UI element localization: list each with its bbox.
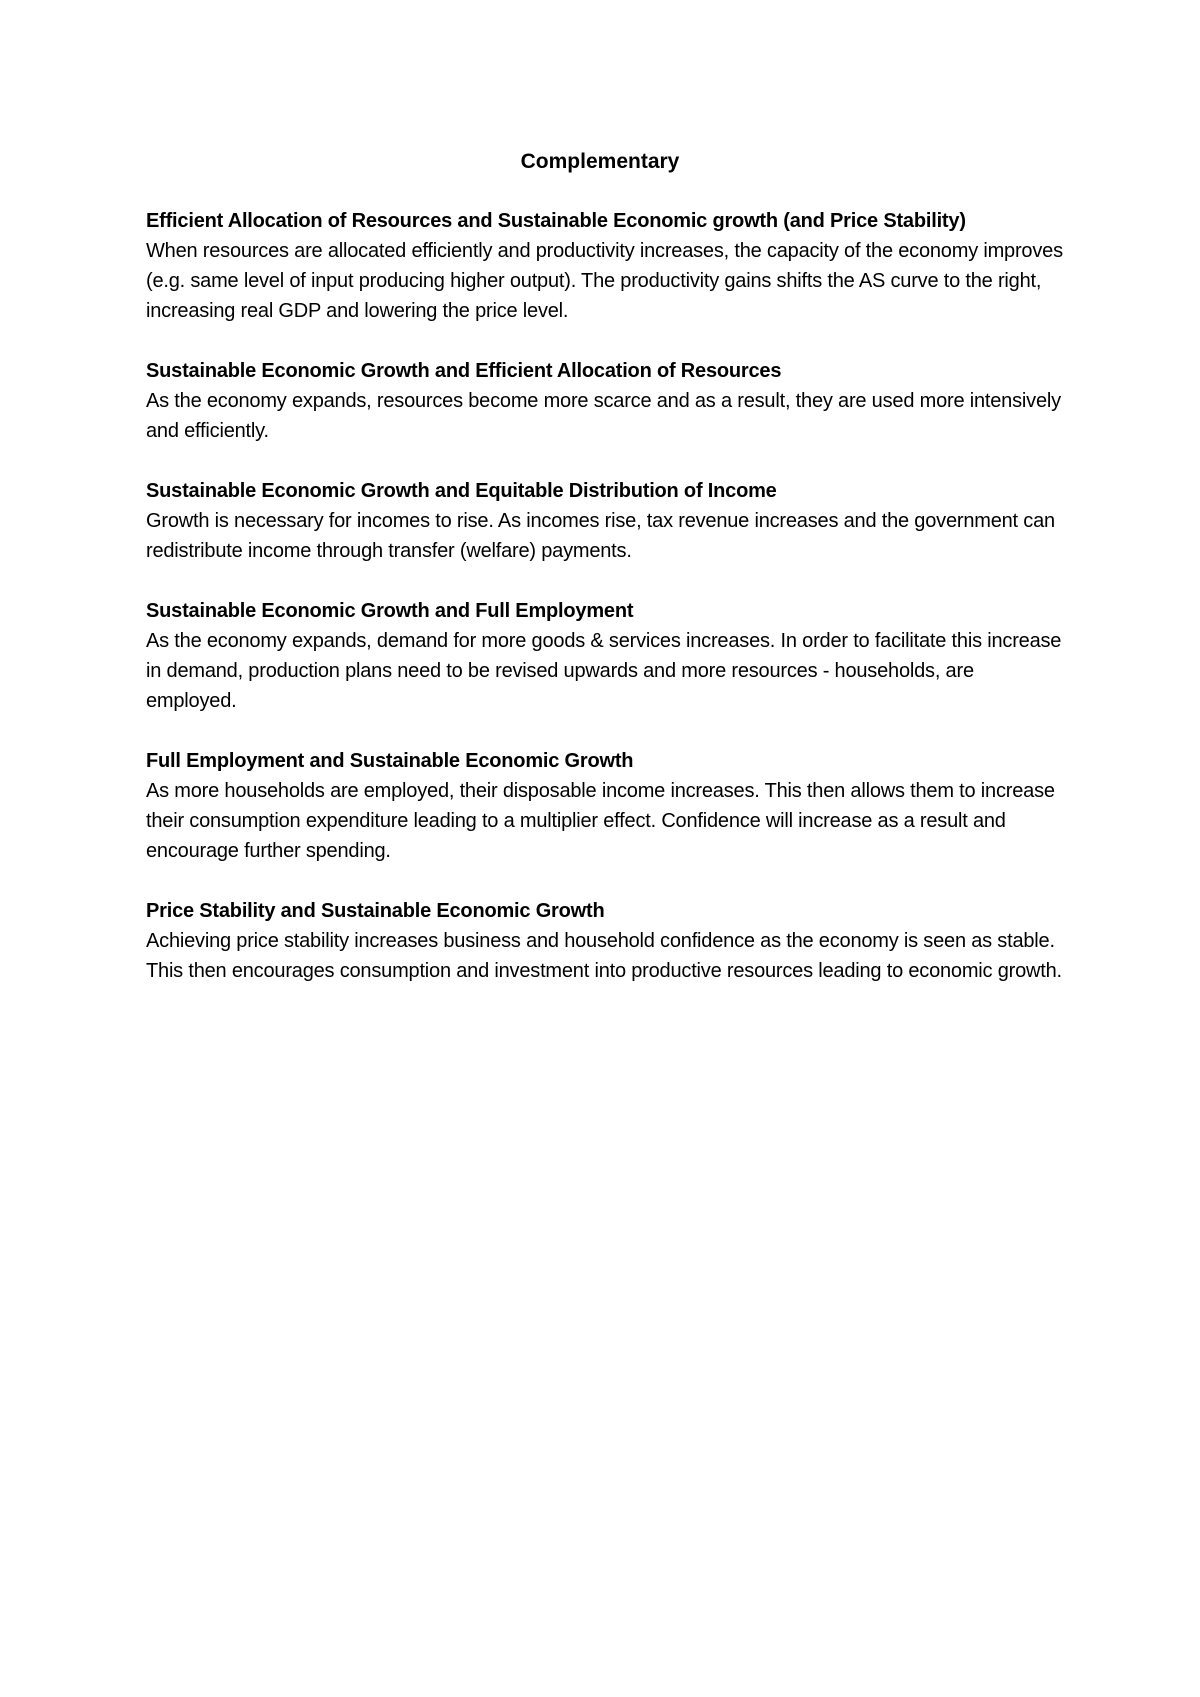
section-growth-equitable-distribution: [146, 476, 1066, 566]
section-heading: Full Employment and Sustainable Economic Growth: [146, 750, 634, 772]
section-heading: Price Stability and Sustainable Economic Growth: [146, 900, 605, 922]
section-heading: Efficient Allocation of Resources and Sustainable Economic growth (and Price Stability): [146, 210, 966, 232]
section-full-employment-growth: [146, 746, 1066, 866]
section-heading: Sustainable Economic Growth and Full Employment: [146, 600, 634, 622]
section-body: As the economy expands, resources become more scarce and as a result, they are used more intensively and efficiently.: [146, 390, 1061, 442]
section-body: Growth is necessary for incomes to rise. As incomes rise, tax revenue increases and the government can redistribute income through transfer (welfare) payments.: [146, 510, 1055, 562]
section-body: As the economy expands, demand for more goods & services increases. In order to facilitate this increase in demand, production plans need to be revised upwards and more resources - households, are employed.: [146, 630, 1062, 712]
section-efficient-allocation-growth: [146, 206, 1066, 326]
section-growth-efficient-allocation: [146, 356, 1066, 446]
section-heading: Sustainable Economic Growth and Equitable Distribution of Income: [146, 480, 777, 502]
section-heading: Sustainable Economic Growth and Efficient Allocation of Resources: [146, 360, 782, 382]
section-body: Achieving price stability increases business and household confidence as the economy is seen as stable. This then encourages consumption and investment into productive resources leading to economic growth.: [146, 930, 1062, 982]
section-growth-full-employment: [146, 596, 1066, 716]
document-title: Complementary: [520, 150, 680, 173]
document-content: [146, 206, 1066, 1016]
section-body: As more households are employed, their disposable income increases. This then allows them to increase their consumption expenditure leading to a multiplier effect. Confidence will increase as a result and encourage further spending.: [146, 780, 1055, 862]
section-body: When resources are allocated efficiently and productivity increases, the capacity of the economy improves (e.g. same level of input producing higher output). The productivity gains shifts the AS curve to the right, increasing real GDP and lowering the price level.: [146, 240, 1063, 322]
section-price-stability-growth: [146, 896, 1066, 986]
